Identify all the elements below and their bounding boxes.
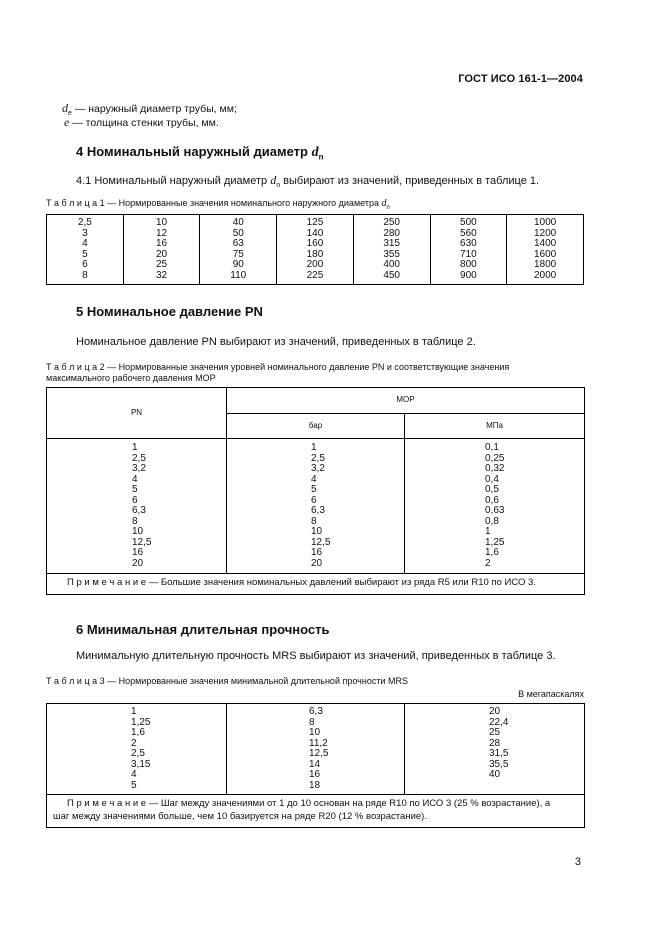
cell-values: 10 12 16 20 25 32 — [155, 217, 168, 281]
table-3-note — [47, 795, 585, 828]
table-1-col — [123, 215, 200, 285]
caption-text: — Нормированные значения номинального наружного диаметра — [104, 198, 382, 208]
table-row — [47, 704, 585, 795]
table-2-col-pn — [47, 439, 227, 574]
table-note-row — [47, 574, 585, 595]
column-header-pn: PN — [47, 388, 227, 439]
cell-values: 500 560 630 710 800 900 — [460, 217, 477, 281]
table-1-col — [47, 215, 124, 285]
table-3-col — [47, 704, 227, 795]
column-header-bar: бар — [227, 414, 405, 439]
caption-label: Т а б л и ц а 1 — [46, 198, 105, 208]
table-1-col — [430, 215, 507, 285]
table-note-row — [47, 795, 585, 828]
column-header-mop: МОР — [227, 388, 585, 414]
symbol-sub-e: e — [68, 110, 72, 118]
cell-values: 1 1,25 1,6 2 2,5 3,15 4 5 — [131, 706, 151, 791]
cell-values: 6,3 8 10 11,2 12,5 14 16 18 — [309, 706, 329, 791]
caption-text: — Нормированные значения минимальной длительной прочности MRS — [104, 676, 408, 686]
section-6-paragraph: Минимальную длительную прочность MRS выбирают из значений, приведенных в таблице 3. — [76, 650, 556, 662]
table-row — [47, 439, 585, 574]
page-number: 3 — [574, 856, 581, 868]
cell-values: 1 2,5 3,2 4 5 6 6,3 8 10 12,5 16 20 — [132, 442, 152, 569]
section-5-paragraph: Номинальное давление PN выбирают из значений, приведенных в таблице 2. — [76, 336, 476, 348]
section-4-paragraph — [76, 173, 539, 193]
note-label: П р и м е ч а н и е — [67, 798, 147, 809]
table-2-caption — [46, 362, 584, 384]
table-2-col-mpa — [405, 439, 585, 574]
symbol-d: d — [62, 101, 68, 115]
table-row — [47, 215, 584, 285]
table-1-col — [200, 215, 277, 285]
para-text: выбирают из значений, приведенных в таблице 1. — [280, 175, 540, 187]
table-3-caption — [46, 676, 408, 686]
table-1-col — [353, 215, 430, 285]
para-symbol-sub: n — [276, 182, 281, 190]
note-label: П р и м е ч а н и е — [67, 577, 147, 588]
cell-values: 1000 1200 1400 1600 1800 2000 — [533, 217, 557, 281]
table-1-col — [277, 215, 354, 285]
legend-text: — наружный диаметр трубы, мм; — [71, 103, 237, 115]
caption-text: — Нормированные значения уровней номинального давление PN и соответствующие значения — [104, 362, 510, 372]
heading-symbol: d — [311, 145, 319, 160]
note-text: — Большие значения номинальных давлений выбирают из ряда R5 или R10 по ИСО 3. — [146, 577, 536, 588]
caption-symbol: d — [381, 198, 387, 209]
caption-label: Т а б л и ц а 2 — [46, 362, 105, 372]
table-3-col — [405, 704, 585, 795]
caption-label: Т а б л и ц а 3 — [46, 676, 105, 686]
table-1-caption — [46, 198, 390, 211]
cell-values: 20 22,4 25 28 31,5 35,5 40 — [489, 706, 509, 780]
note-text: шаг между значениями больше, чем 10 базируется на ряде R20 (12 % возрастание). — [53, 810, 427, 822]
column-header-mpa: МПа — [405, 414, 585, 439]
table-2 — [46, 387, 585, 595]
cell-values: 250 280 315 355 400 450 — [383, 217, 400, 281]
symbol-e: e — [64, 115, 70, 129]
table-3 — [46, 703, 585, 828]
section-5-heading: 5 Номинальное давление PN — [76, 304, 263, 319]
document-id: ГОСТ ИСО 161-1—2004 — [458, 73, 583, 85]
section-4-heading — [76, 144, 323, 162]
caption-text: максимального рабочего давления МОР — [46, 373, 216, 383]
cell-values: 1 2,5 3,2 4 5 6 6,3 8 10 12,5 16 20 — [311, 442, 331, 569]
para-symbol: d — [270, 173, 277, 187]
cell-values: 125 140 160 180 200 225 — [306, 217, 324, 281]
table-3-col — [227, 704, 405, 795]
cell-values: 2,5 3 4 5 6 8 — [77, 217, 92, 281]
table-header-row — [47, 388, 585, 414]
note-text: — Шаг между значениями от 1 до 10 основан на ряде R10 по ИСО 3 (25 % возрастание), а — [146, 798, 551, 809]
heading-symbol-sub: n — [318, 152, 324, 162]
cell-values: 0,1 0,25 0,32 0,4 0,5 0,6 0,63 0,8 1 1,25 1,6 2 — [485, 442, 505, 569]
table-1 — [46, 214, 584, 285]
legend-text: — толщина стенки трубы, мм. — [69, 117, 219, 129]
para-text: 4.1 Номинальный наружный диаметр — [76, 175, 271, 187]
table-3-units: В мегапаскалях — [518, 689, 584, 699]
legend-e — [64, 115, 219, 130]
table-2-col-bar — [227, 439, 405, 574]
heading-text: 4 Номинальный наружный диаметр — [76, 144, 312, 159]
table-1-col — [507, 215, 584, 285]
section-6-heading: 6 Минимальная длительная прочность — [76, 622, 330, 637]
caption-symbol-sub: n — [386, 204, 390, 211]
table-2-note — [47, 574, 585, 595]
cell-values: 40 50 63 75 90 110 — [230, 217, 247, 281]
